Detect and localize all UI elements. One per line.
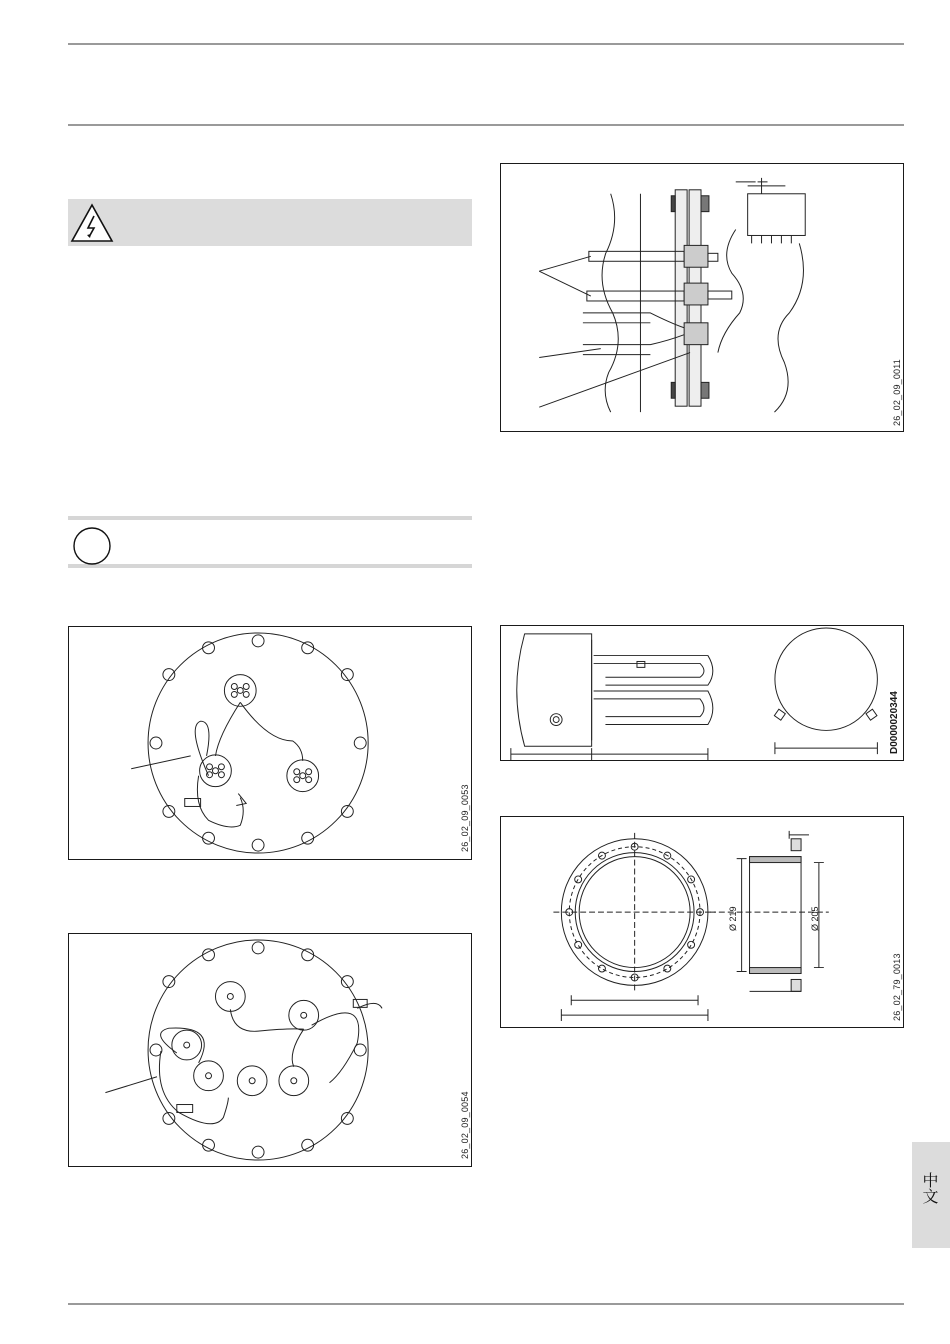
figure-code-wiring-single: 26_02_09_0053 — [460, 784, 470, 852]
figure-wiring-double — [68, 933, 472, 1167]
header-rule-bottom — [68, 124, 904, 126]
flange-dim-outer: Ø 219 — [728, 906, 738, 931]
warning-box — [68, 199, 472, 246]
figure-flange-dimensions — [500, 816, 904, 1028]
info-note-icon — [70, 524, 114, 568]
header-rule-top — [68, 43, 904, 45]
figure-dimensions-side — [500, 625, 904, 761]
language-tab[interactable] — [912, 1142, 950, 1248]
language-tab-label: 中文 — [920, 1172, 939, 1204]
note-bar-bottom — [68, 564, 472, 568]
figure-code-flange-dimensions: 26_02_79_0013 — [892, 953, 902, 1021]
flange-dim-inner: Ø 205 — [810, 906, 820, 931]
figure-wiring-single — [68, 626, 472, 860]
note-bar-top — [68, 516, 472, 520]
figure-code-flange-section: 26_02_09_0011 — [892, 358, 902, 426]
figure-code-wiring-double: 26_02_09_0054 — [460, 1091, 470, 1159]
footer-rule — [68, 1303, 904, 1305]
figure-code-dimensions-side: D0000020344 — [889, 691, 900, 754]
figure-flange-section — [500, 163, 904, 432]
high-voltage-warning-icon — [68, 199, 116, 246]
